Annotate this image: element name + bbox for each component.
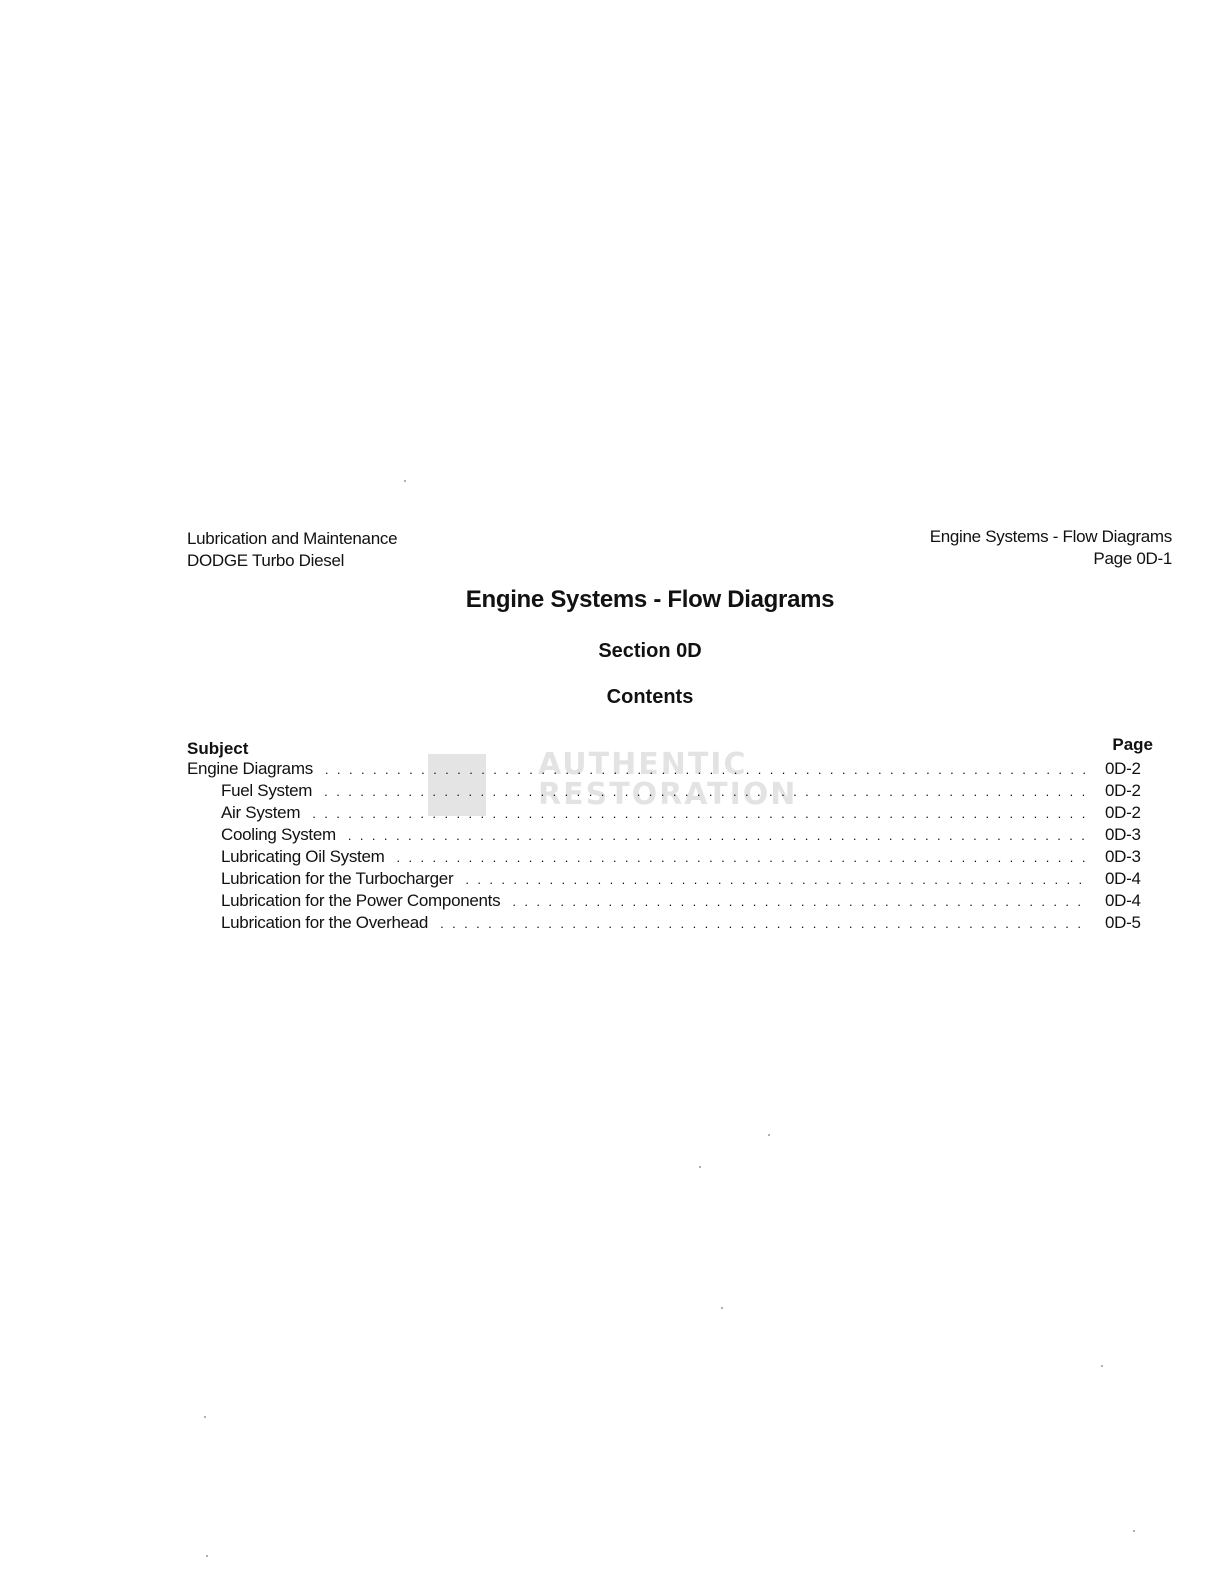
toc-page-header: Page <box>1112 735 1153 754</box>
header-vehicle: DODGE Turbo Diesel <box>187 551 345 570</box>
dot-leader <box>348 828 1087 843</box>
toc-entry-label: Lubrication for the Power Components <box>221 891 501 910</box>
toc-entry-label: Lubrication for the Turbocharger <box>221 869 454 888</box>
toc-entry-label: Engine Diagrams <box>187 759 313 778</box>
toc-entry-page: 0D-4 <box>1105 869 1141 888</box>
contents-heading: Contents <box>606 686 694 708</box>
dot-leader <box>512 894 1087 909</box>
toc-row[interactable] <box>187 825 1153 847</box>
header-section-title: Engine Systems - Flow Diagrams <box>929 527 1172 546</box>
toc-entry-label: Lubricating Oil System <box>221 847 385 866</box>
section-label: Section 0D <box>598 640 702 662</box>
toc-entry-label: Lubrication for the Overhead <box>221 913 429 932</box>
scan-speck <box>721 1307 723 1309</box>
toc-row[interactable] <box>187 759 1153 781</box>
scan-speck <box>1101 1365 1103 1367</box>
watermark-line-2: RESTORATION <box>538 777 798 812</box>
toc-header <box>187 735 1153 759</box>
dot-leader <box>312 806 1087 821</box>
toc-entry-page: 0D-2 <box>1105 803 1141 822</box>
dot-leader <box>325 762 1087 777</box>
toc-row[interactable] <box>187 913 1153 935</box>
page-title: Engine Systems - Flow Diagrams <box>465 586 835 613</box>
toc-entry-page: 0D-4 <box>1105 891 1141 910</box>
header-manual-title: Lubrication and Maintenance <box>187 529 398 548</box>
toc-subject-header: Subject <box>187 739 249 758</box>
dot-leader <box>324 784 1087 799</box>
toc-row[interactable] <box>187 781 1153 803</box>
toc-row[interactable] <box>187 891 1153 913</box>
toc-row[interactable] <box>187 847 1153 869</box>
toc-entry-label: Cooling System <box>221 825 336 844</box>
watermark-line-1: AUTHENTIC <box>538 747 748 782</box>
toc-entry-page: 0D-2 <box>1105 759 1141 778</box>
toc-entry-page: 0D-3 <box>1105 847 1141 866</box>
header-left <box>187 528 397 572</box>
toc-entry-page: 0D-5 <box>1105 913 1141 932</box>
table-of-contents <box>187 735 1153 935</box>
toc-entry-label: Fuel System <box>221 781 313 800</box>
toc-row[interactable] <box>187 869 1153 891</box>
toc-entry-page: 0D-2 <box>1105 781 1141 800</box>
toc-row[interactable] <box>187 803 1153 825</box>
header-page-number: Page 0D-1 <box>1093 549 1172 568</box>
header-right <box>930 526 1172 570</box>
dot-leader <box>440 916 1087 931</box>
scan-speck <box>206 1555 208 1557</box>
scan-speck <box>204 1416 206 1418</box>
scan-speck <box>699 1166 701 1168</box>
toc-entry-page: 0D-3 <box>1105 825 1141 844</box>
scan-speck <box>404 480 406 482</box>
scan-speck <box>1133 1530 1135 1532</box>
toc-entry-label: Air System <box>221 803 301 822</box>
dot-leader <box>465 872 1087 887</box>
dot-leader <box>396 850 1087 865</box>
scan-speck <box>768 1134 770 1136</box>
